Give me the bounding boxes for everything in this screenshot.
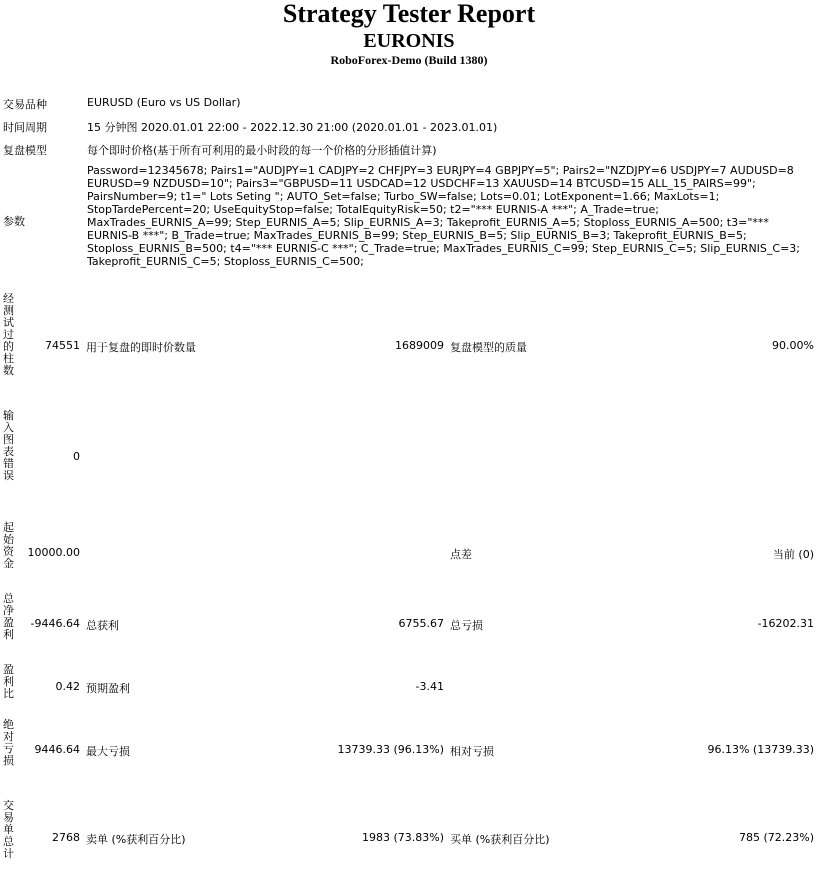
server-build: RoboForex-Demo (Build 1380) [330,53,488,67]
pf-label: 盈利比 [3,663,14,700]
deposit-label: 起始资金 [3,521,14,570]
max-dd-value: 13739.33 (96.13%) [337,743,444,756]
net-value: -9446.64 [30,617,80,630]
gross-loss-value: -16202.31 [757,617,814,630]
symbol-label: 交易品种 [3,98,47,111]
model-label: 复盘模型 [3,144,47,157]
expected-payoff-value: -3.41 [415,680,444,693]
model-value: 每个即时价格(基于所有可利用的最小时段的每一个价格的分形插值计算) [87,144,437,157]
errors-label: 输入图表错误 [3,409,14,482]
symbol-value: EURUSD (Euro vs US Dollar) [87,96,241,109]
bars-label: 经测试过的柱数 [3,292,14,377]
params-value: Password=12345678; Pairs1="AUDJPY=1 CADJPY=2 CHFJPY=3 EURJPY=4 GBPJPY=5"; Pairs2="NZDJPY=6 USDJPY=7 AUDUSD=8 EURUSD=9 NZDUSD=10"; Pairs3="GBPUSD=11 USDCAD=12 USDCHF=13 XAUUSD=14 BTCUSD=15 ALL_15_PAIRS=99"; PairsNumber=9; t1=" Lots Seting "; AUTO_Set=false; Turbo_SW=false; Lots=0.01; LotExponent=1.66; MaxLots=1; StopTardePercent=20; UseEquityStop=false; TotalEquityRisk=50; t2="*** EURNIS-A ***"; A_Trade=true; MaxTrades_EURNIS_A=99; Step_EURNIS_A=5; Slip_EURNIS_A=3; Takeprofit_EURNIS_A=5; Stoploss_EURNIS_A=500; t3="*** EURNIS-B ***"; B_Trade=true; MaxTrades_EURNIS_B=99; Step_EURNIS_B=5; Slip_EURNIS_B=3; Takeprofit_EURNIS_B=5; Stoploss_EURNIS_B=500; t4="*** EURNIS-C ***"; C_Trade=true; MaxTrades_EURNIS_C=99; Step_EURNIS_C=5; Slip_EURNIS_C=3; Takeprofit_EURNIS_C=5; Stoploss_EURNIS_C=500; [87,164,801,268]
ticks-value: 1689009 [395,339,444,352]
spread-label: 点差 [450,548,472,561]
short-trades-label: 卖单 (%获利百分比) [86,833,186,846]
errors-value: 0 [73,450,80,463]
net-label: 总净盈利 [3,592,14,641]
quality-label: 复盘模型的质量 [450,341,527,354]
period-value: 15 分钟图 2020.01.01 22:00 - 2022.12.30 21:00 (2020.01.01 - 2023.01.01) [87,121,498,134]
deposit-value: 10000.00 [27,546,80,559]
long-trades-label: 买单 (%获利百分比) [450,833,550,846]
max-dd-label: 最大亏损 [86,745,130,758]
ticks-label: 用于复盘的即时价数量 [86,341,196,354]
pf-value: 0.42 [55,680,80,693]
long-trades-value: 785 (72.23%) [738,831,814,844]
dd-label: 绝对亏损 [3,718,14,767]
trades-label: 交易单总计 [3,799,14,860]
gross-profit-label: 总获利 [86,619,119,632]
report-title: Strategy Tester Report [282,0,536,28]
expected-payoff-label: 预期盈利 [86,682,130,695]
dd-value: 9446.64 [34,743,80,756]
gross-profit-value: 6755.67 [398,617,444,630]
rel-dd-value: 96.13% (13739.33) [707,743,814,756]
rel-dd-label: 相对亏损 [450,745,494,758]
spread-value: 当前 (0) [772,548,814,561]
quality-value: 90.00% [772,339,814,352]
gross-loss-label: 总亏损 [450,619,483,632]
period-label: 时间周期 [3,121,47,134]
bars-value: 74551 [45,339,80,352]
short-trades-value: 1983 (73.83%) [361,831,444,844]
params-label: 参数 [3,215,25,228]
expert-name: EURONIS [363,30,455,52]
trades-value: 2768 [52,831,80,844]
